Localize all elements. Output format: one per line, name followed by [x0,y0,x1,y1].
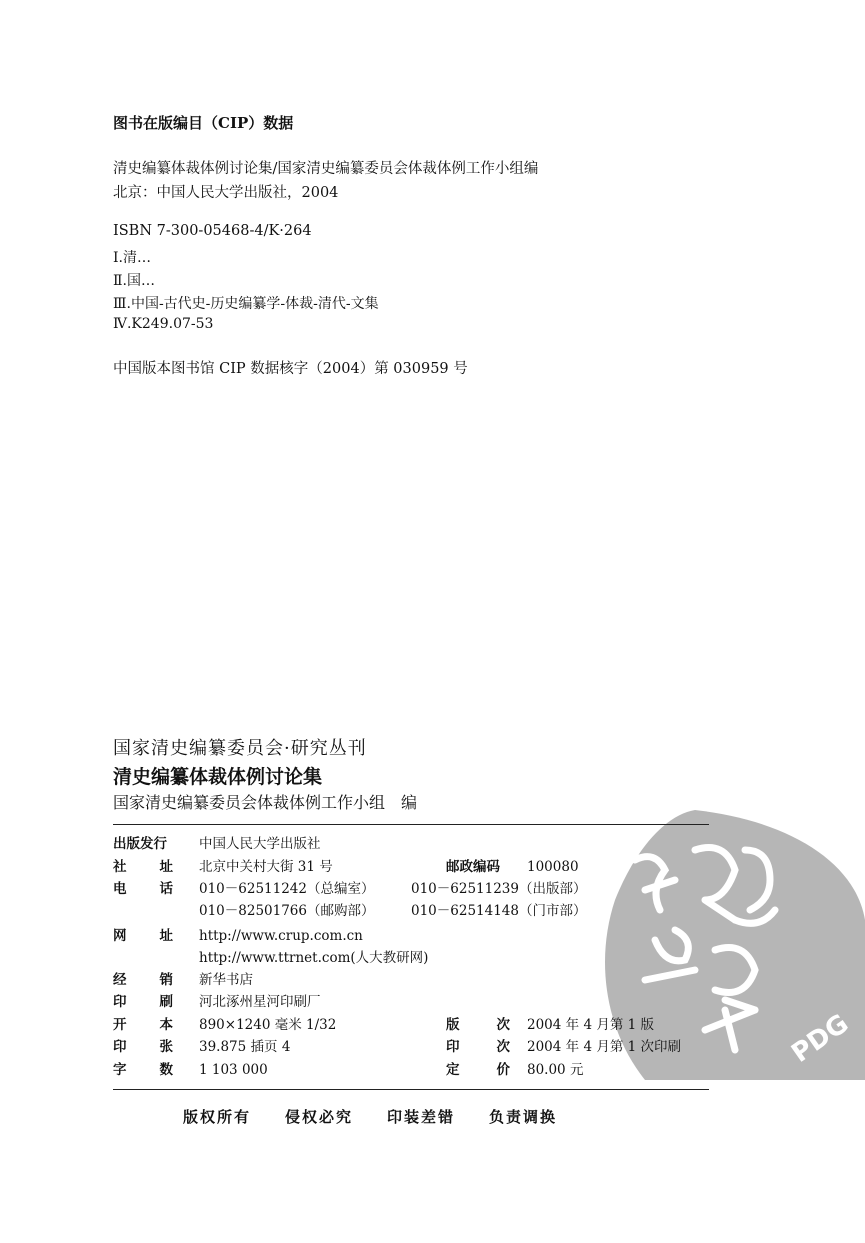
phone-value: 010－62514148（门市部） [411,903,587,919]
cip-subject-item: Ⅱ.国… [113,273,155,289]
edition-label: 版 次 [446,1017,510,1033]
price-value: 80.00 元 [527,1062,584,1078]
copyright-notice [183,1106,591,1127]
cip-subject-item: Ⅰ.清… [113,250,151,266]
series-name: 国家清史编纂委员会·研究丛刊 [113,738,367,759]
words-value: 1 103 000 [199,1062,268,1078]
format-value: 890×1240 毫米 1/32 [199,1017,337,1033]
seller-label: 经 销 [113,972,173,988]
printing-label: 印 次 [446,1039,510,1055]
price-label: 定 价 [446,1062,510,1078]
postcode-value: 100080 [527,859,579,875]
cip-record-number: 中国版本图书馆 CIP 数据核字（2004）第 030959 号 [113,361,468,377]
bottom-divider [113,1089,709,1090]
distributor-label: 出版发行 [113,836,167,852]
words-label: 字 数 [113,1062,173,1078]
edition-value: 2004 年 4 月第 1 版 [527,1017,654,1033]
cip-subject-item: Ⅲ.中国-古代史-历史编纂学-体裁-清代-文集 [113,296,379,312]
book-editor: 国家清史编纂委员会体裁体例工作小组 编 [113,793,418,812]
cip-publisher-line: 北京：中国人民大学出版社，2004 [113,185,339,201]
printer-value: 河北涿州星河印刷厂 [199,994,321,1010]
website-url[interactable]: http://www.ttrnet.com(人大教研网) [199,950,429,966]
watermark-text: PDG [786,1008,855,1069]
sheets-value: 39.875 插页 4 [199,1039,291,1055]
phone-value: 010－82501766（邮购部） [199,903,375,919]
web-label: 网 址 [113,928,173,944]
top-divider [113,824,709,825]
seller-value: 新华书店 [199,972,253,988]
website-url[interactable]: http://www.crup.com.cn [199,928,363,944]
sheets-label: 印 张 [113,1039,173,1055]
cip-title-line: 清史编纂体裁体例讨论集/国家清史编纂委员会体裁体例工作小组编 [113,161,539,177]
phone-value: 010－62511239（出版部） [411,881,587,897]
address-value: 北京中关村大街 31 号 [199,859,333,875]
phone-label: 电 话 [113,881,173,897]
book-title: 清史编纂体裁体例讨论集 [113,766,323,788]
cip-heading: 图书在版编目（CIP）数据 [113,114,294,132]
distributor-value: 中国人民大学出版社 [199,836,321,852]
rights-phrase: 负责调换 [489,1108,558,1126]
format-label: 开 本 [113,1017,173,1033]
postcode-label: 邮政编码 [446,859,500,875]
cip-subject-item: Ⅳ.K249.07-53 [113,316,214,332]
cip-isbn: ISBN 7-300-05468-4/K·264 [113,223,312,239]
rights-phrase: 印装差错 [387,1108,456,1126]
printing-value: 2004 年 4 月第 1 次印刷 [527,1039,681,1055]
address-label: 社 址 [113,859,173,875]
phone-value: 010－62511242（总编室） [199,881,375,897]
rights-phrase: 版权所有 [183,1108,252,1126]
printer-label: 印 刷 [113,994,173,1010]
rights-phrase: 侵权必究 [285,1108,354,1126]
